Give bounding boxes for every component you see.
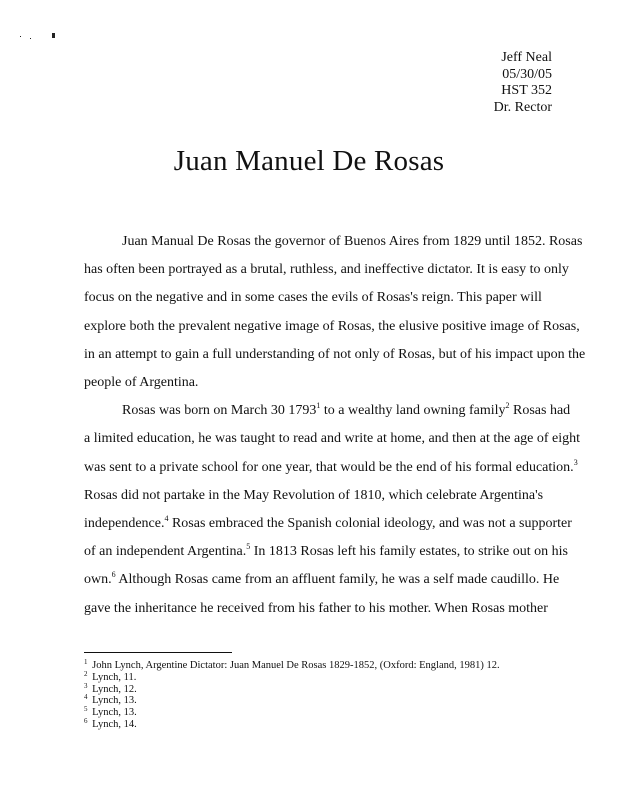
text-line: focus on the negative and in some cases the evils of Rosas's reign. This paper will [84, 290, 542, 306]
footnote-ref: 3 [573, 457, 578, 467]
text-line: Rosas was born on March 30 1793$^1$ to a wealthy land owning family$^2$ Rosas had [122, 401, 571, 419]
course-code: HST 352 [501, 83, 552, 98]
text-line: was sent to a private school for one year, that would be the end of his formal education.$^3$ [84, 457, 578, 475]
footnote-divider [84, 652, 232, 653]
text-line: Juan Manual De Rosas the governor of Buenos Aires from 1829 until 1852. Rosas [122, 234, 583, 249]
submission-date: 05/30/05 [502, 66, 552, 82]
document-title: Juan Manuel De Rosas [173, 145, 445, 177]
footnote: $^2$ Lynch, 11. [84, 669, 137, 683]
text-line: people of Argentina. [84, 375, 199, 391]
footnote: $^3$ Lynch, 12. [84, 681, 137, 695]
footnote: $^5$ Lynch, 13. [84, 705, 137, 719]
scan-speck [52, 33, 55, 38]
text-line: independence.$^4$ Rosas embraced the Spanish colonial ideology, and was not a supporter [84, 514, 572, 532]
text-line: in an attempt to gain a full understanding of not only of Rosas, but of his impact upon the [84, 346, 586, 362]
text-line: own.$^6$ Although Rosas came from an affluent family, he was a self made caudillo. He [84, 570, 560, 588]
footnote-ref: 2 [505, 401, 510, 411]
footnotes [84, 660, 500, 731]
text-line: Rosas did not partake in the May Revolution of 1810, which celebrate Argentina's [84, 487, 544, 503]
scan-speck [30, 38, 31, 39]
footnote: $^6$ Lynch, 14. [84, 716, 137, 730]
text-line: explore both the prevalent negative image of Rosas, the elusive positive image of Rosas, [84, 318, 580, 334]
text-line: gave the inheritance he received from his father to his mother. When Rosas mother [84, 600, 548, 616]
footnote-ref: 5 [246, 542, 251, 552]
scan-speck [20, 36, 21, 37]
text-line: has often been portrayed as a brutal, ruthless, and ineffective dictator. It is easy to only [84, 262, 569, 278]
paragraph-1 [84, 228, 586, 397]
text-line: a limited education, he was taught to read and write at home, and then at the age of eight [84, 431, 581, 447]
footnote-ref: 1 [316, 401, 321, 411]
author-header [494, 50, 552, 116]
author-name: Jeff Neal [501, 50, 552, 65]
footnote-ref: 6 [111, 570, 116, 580]
footnote: $^4$ Lynch, 13. [84, 693, 137, 707]
essay-body [84, 228, 586, 623]
instructor-name: Dr. Rector [493, 99, 552, 115]
footnote-ref: 4 [164, 514, 169, 524]
paragraph-2 [84, 397, 581, 623]
footnote: $^1$ John Lynch, Argentine Dictator: Juan Manuel De Rosas 1829-1852, (Oxford: England, 1981) 12. [84, 658, 500, 671]
text-line: of an independent Argentina.$^5$ In 1813 Rosas left his family estates, to strike out on his [84, 542, 568, 560]
